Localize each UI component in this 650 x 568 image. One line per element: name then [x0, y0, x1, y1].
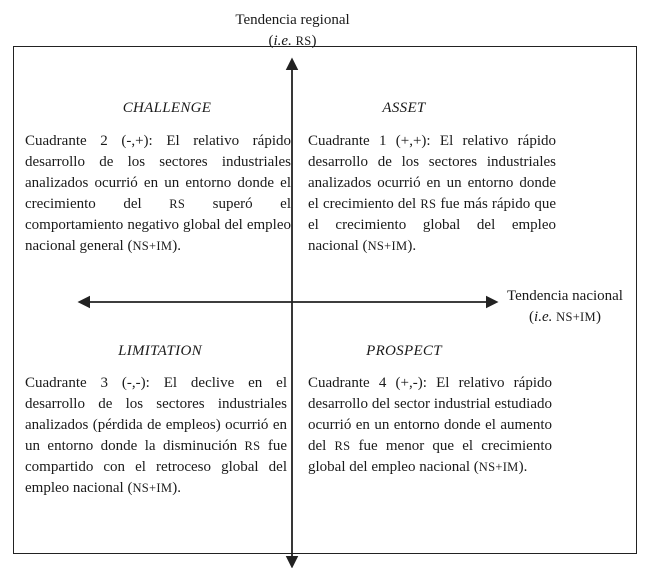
quadrant-1-text: Cuadrante 1 (+,+): El relativo rápido desarrollo de los sectores industriales analizados ocurrió en un entorno donde el crecimiento del RS fue más rápido que el crecimiento global del empleo nacional (NS+IM). — [308, 133, 557, 254]
quadrant-3-title: LIMITATION — [118, 343, 202, 359]
quadrant-4-text: Cuadrante 4 (+,-): El relativo rápido desarrollo del sector industrial estudiado ocurrió en un entorno donde el aumento del RS fue menor que el crecimiento global del empleo nacional (NS+IM). — [308, 375, 552, 475]
quadrant-3-text: Cuadrante 3 (-,-): El declive en el desarrollo de los sectores industriales analizados (pérdida de empleos) ocurrió en un entorno donde la disminución RS fue compartido con el retroceso global del empleo nacional (NS+IM). — [25, 375, 288, 496]
vertical-axis-subtitle: (i.e. RS) — [268, 33, 317, 49]
horizontal-axis-subtitle: (i.e. NS+IM) — [529, 309, 601, 325]
horizontal-axis-title: Tendencia nacional — [507, 288, 623, 304]
vertical-axis-label — [195, 10, 390, 52]
horizontal-axis-label — [495, 286, 635, 328]
vertical-axis-title: Tendencia regional — [235, 12, 350, 28]
quadrant-1-title: ASSET — [382, 100, 426, 116]
quadrant-4-title: PROSPECT — [366, 343, 442, 359]
quadrant-2-title: CHALLENGE — [122, 100, 212, 116]
quadrant-2-text: Cuadrante 2 (-,+): El relativo rápido desarrollo de los sectores industriales analizados ocurrió en un entorno donde el crecimiento del RS superó el comportamiento negativo global del empleo nacional general (NS+IM). — [25, 133, 291, 254]
